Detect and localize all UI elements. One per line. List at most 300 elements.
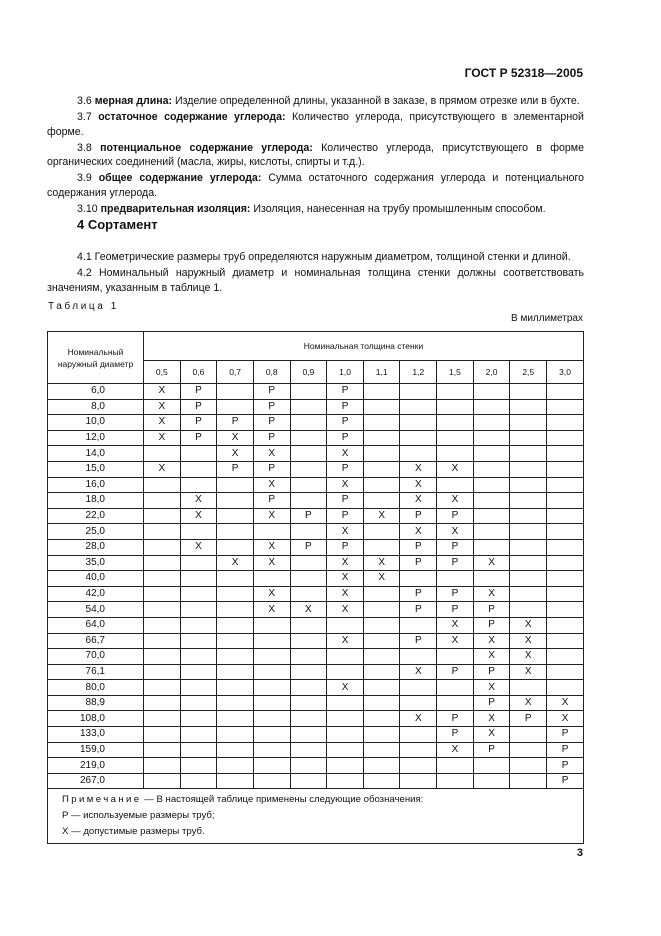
- size-mark-cell: [253, 633, 290, 649]
- size-mark-cell: [400, 415, 437, 431]
- size-mark-cell: [547, 493, 584, 509]
- size-mark-cell: [473, 539, 510, 555]
- definition-text: Изоляция, нанесенная на трубу промышленным способом.: [250, 202, 546, 215]
- diameter-cell: 40,0: [48, 571, 144, 587]
- size-mark-cell: X: [327, 446, 364, 462]
- thickness-column-header: 2,5: [510, 361, 547, 384]
- table-row: [48, 633, 584, 649]
- size-mark-cell: [327, 742, 364, 758]
- size-mark-cell: [290, 384, 327, 400]
- size-mark-cell: [144, 524, 181, 540]
- size-mark-cell: [253, 758, 290, 774]
- size-mark-cell: [400, 430, 437, 446]
- size-mark-cell: [400, 617, 437, 633]
- definition-number: 3.6: [77, 95, 92, 107]
- size-mark-cell: X: [363, 508, 400, 524]
- size-mark-cell: [363, 493, 400, 509]
- size-mark-cell: [400, 649, 437, 665]
- size-mark-cell: [144, 617, 181, 633]
- size-mark-cell: P: [437, 711, 474, 727]
- size-mark-cell: [217, 399, 254, 415]
- size-mark-cell: [437, 695, 474, 711]
- size-mark-cell: [473, 430, 510, 446]
- diameter-cell: 35,0: [48, 555, 144, 571]
- size-mark-cell: [363, 758, 400, 774]
- size-mark-cell: [217, 758, 254, 774]
- table-row: [48, 508, 584, 524]
- size-mark-cell: [400, 384, 437, 400]
- size-mark-cell: [437, 399, 474, 415]
- size-mark-cell: [290, 524, 327, 540]
- size-mark-cell: [363, 461, 400, 477]
- size-mark-cell: [217, 586, 254, 602]
- size-mark-cell: [400, 446, 437, 462]
- size-mark-cell: [253, 649, 290, 665]
- note-head: Примечание: [62, 794, 142, 806]
- definition-text: Количество углерода, присутствующего в форме органических соединений (масла, жиры, кислоты, спирты и т.д.).: [47, 141, 584, 168]
- size-mark-cell: X: [253, 586, 290, 602]
- diameter-header: Номинальный наружный диаметр: [48, 332, 144, 384]
- size-mark-cell: P: [437, 727, 474, 743]
- definition-term: предварительная изоляция:: [100, 202, 251, 215]
- size-mark-cell: [180, 571, 217, 587]
- size-mark-cell: P: [180, 415, 217, 431]
- table-row: [48, 680, 584, 696]
- size-mark-cell: [363, 711, 400, 727]
- size-mark-cell: [290, 399, 327, 415]
- size-mark-cell: [144, 711, 181, 727]
- diameter-cell: 54,0: [48, 602, 144, 618]
- size-mark-cell: X: [144, 430, 181, 446]
- size-mark-cell: X: [400, 711, 437, 727]
- size-mark-cell: [400, 727, 437, 743]
- size-mark-cell: [290, 555, 327, 571]
- size-mark-cell: [473, 384, 510, 400]
- thickness-column-header: 0,9: [290, 361, 327, 384]
- size-mark-cell: [217, 539, 254, 555]
- size-mark-cell: [144, 664, 181, 680]
- diameter-cell: 42,0: [48, 586, 144, 602]
- table-note-row: [48, 789, 584, 844]
- size-mark-cell: [144, 742, 181, 758]
- size-mark-cell: P: [437, 602, 474, 618]
- size-mark-cell: P: [327, 461, 364, 477]
- definition-item: [47, 94, 584, 109]
- size-mark-cell: [437, 773, 474, 789]
- thickness-column-header: 1,2: [400, 361, 437, 384]
- size-mark-cell: [180, 664, 217, 680]
- size-mark-cell: [473, 415, 510, 431]
- table-row: [48, 758, 584, 774]
- size-mark-cell: [144, 727, 181, 743]
- size-mark-cell: [327, 617, 364, 633]
- size-mark-cell: [253, 773, 290, 789]
- size-mark-cell: [473, 773, 510, 789]
- thickness-column-header: 1,1: [363, 361, 400, 384]
- size-mark-cell: X: [473, 711, 510, 727]
- size-mark-cell: [144, 602, 181, 618]
- size-mark-cell: X: [253, 446, 290, 462]
- size-mark-cell: P: [253, 430, 290, 446]
- size-mark-cell: P: [547, 742, 584, 758]
- definition-text: Сумма остаточного содержания углерода и потенциального содержания углерода.: [47, 172, 584, 199]
- size-mark-cell: P: [217, 415, 254, 431]
- size-mark-cell: [217, 649, 254, 665]
- diameter-cell: 12,0: [48, 430, 144, 446]
- size-mark-cell: [437, 477, 474, 493]
- size-mark-cell: [547, 508, 584, 524]
- note-line: P — используемые размеры труб;: [62, 810, 215, 822]
- size-mark-cell: [510, 602, 547, 618]
- thickness-column-header: 3,0: [547, 361, 584, 384]
- diameter-cell: 219,0: [48, 758, 144, 774]
- size-mark-cell: [400, 695, 437, 711]
- size-mark-cell: [290, 586, 327, 602]
- size-mark-cell: [547, 461, 584, 477]
- size-mark-cell: [473, 493, 510, 509]
- size-mark-cell: [547, 617, 584, 633]
- table-row: [48, 446, 584, 462]
- diameter-cell: 14,0: [48, 446, 144, 462]
- table-row: [48, 664, 584, 680]
- table-row: [48, 539, 584, 555]
- table-row: [48, 493, 584, 509]
- size-mark-cell: P: [290, 508, 327, 524]
- size-mark-cell: [180, 477, 217, 493]
- size-mark-cell: [144, 493, 181, 509]
- size-mark-cell: [180, 695, 217, 711]
- size-mark-cell: [547, 415, 584, 431]
- table-row: [48, 571, 584, 587]
- size-mark-cell: [327, 711, 364, 727]
- size-mark-cell: [510, 524, 547, 540]
- size-mark-cell: X: [217, 430, 254, 446]
- size-mark-cell: P: [327, 399, 364, 415]
- size-mark-cell: X: [217, 555, 254, 571]
- size-mark-cell: X: [437, 742, 474, 758]
- size-mark-cell: [363, 586, 400, 602]
- size-mark-cell: P: [473, 742, 510, 758]
- size-mark-cell: [290, 415, 327, 431]
- size-mark-cell: [253, 664, 290, 680]
- size-mark-cell: [437, 758, 474, 774]
- size-mark-cell: X: [327, 586, 364, 602]
- size-mark-cell: [290, 430, 327, 446]
- table-units: В миллиметрах: [511, 313, 583, 324]
- table-row: [48, 742, 584, 758]
- size-mark-cell: [510, 477, 547, 493]
- size-mark-cell: [510, 384, 547, 400]
- size-mark-cell: P: [547, 727, 584, 743]
- size-mark-cell: [510, 399, 547, 415]
- size-mark-cell: [437, 649, 474, 665]
- size-mark-cell: X: [547, 711, 584, 727]
- size-mark-cell: [547, 664, 584, 680]
- size-mark-cell: [400, 773, 437, 789]
- size-mark-cell: [437, 571, 474, 587]
- table-row: [48, 586, 584, 602]
- size-mark-cell: [400, 571, 437, 587]
- table-row: [48, 399, 584, 415]
- size-mark-cell: [363, 773, 400, 789]
- definition-text: Изделие определенной длины, указанной в заказе, в прямом отрезке или в бухте.: [172, 95, 580, 107]
- size-mark-cell: [473, 571, 510, 587]
- size-mark-cell: [217, 711, 254, 727]
- size-mark-cell: P: [437, 664, 474, 680]
- size-mark-cell: [217, 680, 254, 696]
- size-mark-cell: [363, 399, 400, 415]
- size-mark-cell: [253, 695, 290, 711]
- table-row: [48, 602, 584, 618]
- note-intro-text: — В настоящей таблице применены следующие обозначения:: [141, 794, 424, 806]
- section-paragraphs: [47, 250, 584, 297]
- size-mark-cell: [473, 758, 510, 774]
- size-mark-cell: X: [547, 695, 584, 711]
- size-mark-cell: P: [473, 664, 510, 680]
- definition-item: [47, 141, 584, 170]
- size-mark-cell: [363, 602, 400, 618]
- size-mark-cell: X: [510, 695, 547, 711]
- size-mark-cell: [253, 571, 290, 587]
- size-mark-cell: [180, 742, 217, 758]
- size-mark-cell: X: [253, 477, 290, 493]
- size-mark-cell: X: [437, 633, 474, 649]
- size-mark-cell: X: [327, 602, 364, 618]
- size-mark-cell: [290, 773, 327, 789]
- size-mark-cell: X: [400, 477, 437, 493]
- size-mark-cell: [290, 727, 327, 743]
- size-mark-cell: [217, 695, 254, 711]
- size-mark-cell: P: [473, 602, 510, 618]
- size-mark-cell: P: [437, 586, 474, 602]
- diameter-cell: 18,0: [48, 493, 144, 509]
- size-mark-cell: [510, 446, 547, 462]
- size-mark-cell: [290, 446, 327, 462]
- size-mark-cell: P: [437, 539, 474, 555]
- size-mark-cell: [144, 555, 181, 571]
- size-mark-cell: X: [473, 586, 510, 602]
- size-mark-cell: [180, 602, 217, 618]
- diameter-cell: 6,0: [48, 384, 144, 400]
- size-mark-cell: [547, 524, 584, 540]
- size-mark-cell: P: [400, 633, 437, 649]
- size-mark-cell: [437, 680, 474, 696]
- definition-number: 3.8: [77, 141, 92, 154]
- size-mark-cell: P: [547, 758, 584, 774]
- size-mark-cell: [290, 493, 327, 509]
- size-mark-cell: [180, 555, 217, 571]
- size-mark-cell: [290, 758, 327, 774]
- size-mark-cell: X: [327, 524, 364, 540]
- size-mark-cell: [180, 524, 217, 540]
- size-mark-cell: [144, 633, 181, 649]
- size-mark-cell: [363, 477, 400, 493]
- size-mark-cell: X: [144, 384, 181, 400]
- size-mark-cell: P: [400, 586, 437, 602]
- table-row: [48, 649, 584, 665]
- definition-term: потенциальное содержание углерода:: [100, 141, 313, 154]
- size-mark-cell: P: [327, 508, 364, 524]
- size-mark-cell: [290, 649, 327, 665]
- size-mark-cell: [180, 617, 217, 633]
- size-mark-cell: P: [473, 617, 510, 633]
- size-mark-cell: X: [253, 539, 290, 555]
- size-mark-cell: [180, 586, 217, 602]
- size-mark-cell: X: [510, 617, 547, 633]
- diameter-cell: 15,0: [48, 461, 144, 477]
- size-mark-cell: [363, 633, 400, 649]
- size-mark-cell: [144, 446, 181, 462]
- page-number: 3: [576, 847, 583, 859]
- size-mark-cell: [327, 649, 364, 665]
- size-mark-cell: [510, 508, 547, 524]
- definition-number: 3.9: [77, 172, 92, 184]
- size-mark-cell: [290, 664, 327, 680]
- size-mark-cell: X: [400, 524, 437, 540]
- size-mark-cell: X: [473, 727, 510, 743]
- size-mark-cell: [253, 742, 290, 758]
- size-mark-cell: X: [253, 602, 290, 618]
- diameter-cell: 159,0: [48, 742, 144, 758]
- size-mark-cell: [400, 742, 437, 758]
- size-mark-cell: [547, 633, 584, 649]
- table-note: [48, 789, 584, 844]
- size-mark-cell: [363, 727, 400, 743]
- size-mark-cell: [217, 477, 254, 493]
- size-mark-cell: [180, 649, 217, 665]
- table-label: Таблица 1: [48, 301, 119, 312]
- size-mark-cell: [180, 680, 217, 696]
- diameter-cell: 76,1: [48, 664, 144, 680]
- size-mark-cell: [510, 773, 547, 789]
- size-mark-cell: P: [327, 493, 364, 509]
- size-mark-cell: [547, 649, 584, 665]
- size-mark-cell: [363, 539, 400, 555]
- size-mark-cell: [363, 384, 400, 400]
- definition-number: 3.10: [77, 202, 98, 215]
- size-mark-cell: [510, 680, 547, 696]
- table-row: [48, 430, 584, 446]
- size-mark-cell: [217, 727, 254, 743]
- size-mark-cell: [400, 399, 437, 415]
- size-mark-cell: [363, 742, 400, 758]
- size-mark-cell: [547, 602, 584, 618]
- size-mark-cell: [547, 384, 584, 400]
- size-mark-cell: X: [363, 555, 400, 571]
- definition-item: [47, 202, 584, 217]
- size-mark-cell: P: [437, 555, 474, 571]
- diameter-cell: 16,0: [48, 477, 144, 493]
- diameter-cell: 70,0: [48, 649, 144, 665]
- diameter-cell: 10,0: [48, 415, 144, 431]
- size-mark-cell: [144, 773, 181, 789]
- table-row: [48, 415, 584, 431]
- size-mark-cell: [510, 539, 547, 555]
- size-mark-cell: P: [547, 773, 584, 789]
- definition-item: [47, 110, 584, 139]
- size-mark-cell: [510, 430, 547, 446]
- size-mark-cell: [510, 461, 547, 477]
- size-mark-cell: X: [473, 555, 510, 571]
- size-mark-cell: [217, 571, 254, 587]
- size-mark-cell: [253, 711, 290, 727]
- table-row: [48, 711, 584, 727]
- size-mark-cell: X: [253, 508, 290, 524]
- size-mark-cell: P: [327, 430, 364, 446]
- size-mark-cell: [144, 695, 181, 711]
- size-mark-cell: X: [217, 446, 254, 462]
- size-mark-cell: [437, 384, 474, 400]
- size-mark-cell: P: [400, 508, 437, 524]
- diameter-cell: 64,0: [48, 617, 144, 633]
- size-mark-cell: X: [253, 555, 290, 571]
- size-mark-cell: X: [327, 555, 364, 571]
- thickness-column-header: 1,5: [437, 361, 474, 384]
- size-mark-cell: [290, 477, 327, 493]
- size-mark-cell: X: [180, 508, 217, 524]
- thickness-column-header: 0,5: [144, 361, 181, 384]
- definition-term: мерная длина:: [94, 95, 173, 107]
- size-mark-cell: X: [180, 493, 217, 509]
- size-mark-cell: [547, 477, 584, 493]
- size-mark-cell: [327, 695, 364, 711]
- size-mark-cell: [547, 571, 584, 587]
- size-mark-cell: [363, 617, 400, 633]
- size-mark-cell: X: [327, 477, 364, 493]
- size-mark-cell: [327, 773, 364, 789]
- size-mark-cell: X: [510, 649, 547, 665]
- thickness-column-header: 0,6: [180, 361, 217, 384]
- size-mark-cell: [547, 539, 584, 555]
- size-mark-cell: [180, 461, 217, 477]
- size-mark-cell: [144, 649, 181, 665]
- size-mark-cell: P: [217, 461, 254, 477]
- size-mark-cell: P: [180, 384, 217, 400]
- size-mark-cell: [144, 477, 181, 493]
- size-mark-cell: [547, 555, 584, 571]
- size-mark-cell: X: [290, 602, 327, 618]
- size-mark-cell: [473, 446, 510, 462]
- diameter-cell: 66,7: [48, 633, 144, 649]
- size-mark-cell: P: [400, 555, 437, 571]
- size-mark-cell: P: [327, 415, 364, 431]
- size-mark-cell: [510, 555, 547, 571]
- size-mark-cell: P: [510, 711, 547, 727]
- thickness-column-header: 0,7: [217, 361, 254, 384]
- standard-code: ГОСТ Р 52318—2005: [464, 66, 583, 80]
- paragraph: 4.2 Номинальный наружный диаметр и номинальная толщина стенки должны соответствовать значениям, указанным в таблице 1.: [47, 267, 584, 294]
- table-row: [48, 477, 584, 493]
- size-mark-cell: [547, 430, 584, 446]
- size-mark-cell: P: [253, 415, 290, 431]
- size-mark-cell: P: [400, 602, 437, 618]
- table-row: [48, 555, 584, 571]
- size-mark-cell: X: [510, 664, 547, 680]
- size-mark-cell: X: [144, 461, 181, 477]
- size-mark-cell: X: [327, 680, 364, 696]
- size-mark-cell: P: [253, 493, 290, 509]
- size-mark-cell: [290, 633, 327, 649]
- size-mark-cell: [473, 461, 510, 477]
- diameter-cell: 8,0: [48, 399, 144, 415]
- paragraph: 4.1 Геометрические размеры труб определяются наружным диаметром, толщиной стенки и длиной.: [77, 251, 571, 263]
- size-mark-cell: [217, 617, 254, 633]
- size-mark-cell: [253, 680, 290, 696]
- size-mark-cell: [180, 446, 217, 462]
- size-mark-cell: [217, 508, 254, 524]
- size-mark-cell: [547, 680, 584, 696]
- size-mark-cell: [180, 758, 217, 774]
